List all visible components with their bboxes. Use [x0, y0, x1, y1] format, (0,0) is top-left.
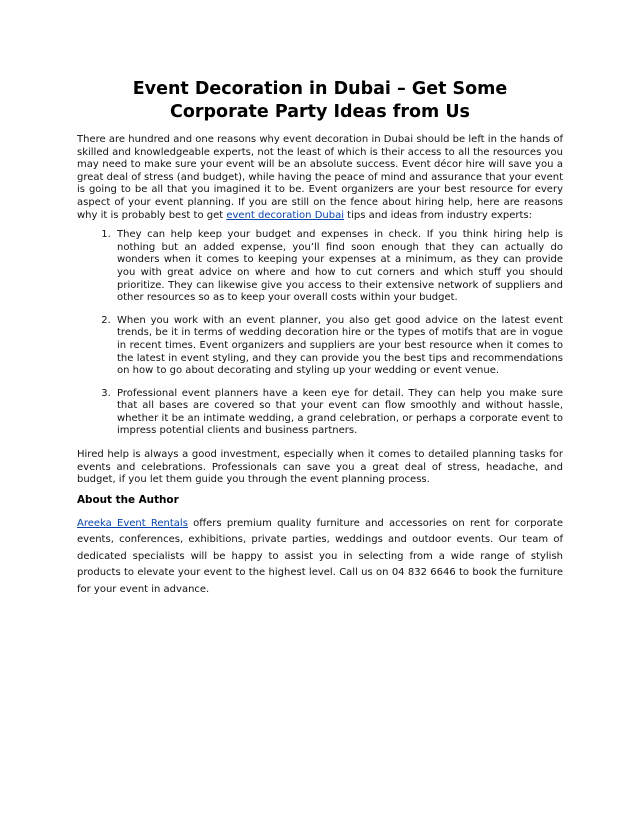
- closing-paragraph: Hired help is always a good investment, especially when it comes to detailed planning tasks for events and celebrations. Professionals can save you a great deal of stress, headache, and budget, if you let them guide you through the event planning process.: [77, 449, 563, 486]
- document-page: [77, 78, 563, 598]
- document-title: [77, 78, 563, 124]
- list-item: 2. When you work with an event planner, you also get good advice on the latest event trends, be it in terms of wedding decoration hire or the types of motifs that are in vogue in recent times. Event organizers and suppliers are your best resource when it comes to the latest in event styling, and they can provide you the best tips and recommendations on how to go about decorating and styling up your wedding or event venue.: [114, 315, 563, 378]
- title-line-1: Event Decoration in Dubai – Get Some: [132, 79, 508, 99]
- about-author-heading: About the Author: [77, 493, 179, 506]
- intro-paragraph: [77, 134, 563, 222]
- event-decoration-dubai-link[interactable]: event decoration Dubai: [226, 209, 344, 221]
- author-description: offers premium quality furniture and accessories on rent for corporate events, conferences, exhibitions, private parties, weddings and outdoor events. Our team of dedicated specialists will be happy to assist you in selecting from a wide range of stylish products to elevate your event to the highest level. Call us on 04 832 6646 to book the furniture for your event in advance.: [77, 517, 564, 595]
- reasons-list: [77, 229, 563, 438]
- list-item: 3. Professional event planners have a keen eye for detail. They can help you make sure that all bases are covered so that your event can flow smoothly and without hassle, whether it be an intimate wedding, a grand celebration, or perhaps a corporate event to impress potential clients and business partners.: [114, 388, 563, 438]
- title-line-2: Corporate Party Ideas from Us: [170, 102, 470, 122]
- author-paragraph: [77, 516, 563, 599]
- areeka-event-rentals-link[interactable]: Areeka Event Rentals: [77, 517, 188, 529]
- intro-text-start: There are hundred and one reasons why event decoration in Dubai should be left in the hands of skilled and knowledgeable experts, not the least of which is their access to all the resources you may need to make sure your event will be an absolute success. Event décor hire will save you a great deal of stress (and budget), while having the peace of mind and assurance that your event is going to be all that you imagined it to be. Event organizers are your best resource for every aspect of your event planning. If you are still on the fence about hiring help, here are reasons why it is probably best to get: [77, 134, 563, 221]
- list-item: 1. They can help keep your budget and expenses in check. If you think hiring help is nothing but an added expense, you’ll find soon enough that they can actually do wonders when it comes to keeping your expenses at a minimum, as they can provide you with great advice on where and how to cut corners and which stuff you should prioritize. They can likewise give you access to their extensive network of suppliers and other resources so as to keep your overall costs within your budget.: [114, 229, 563, 305]
- intro-text-end: tips and ideas from industry experts:: [344, 209, 532, 221]
